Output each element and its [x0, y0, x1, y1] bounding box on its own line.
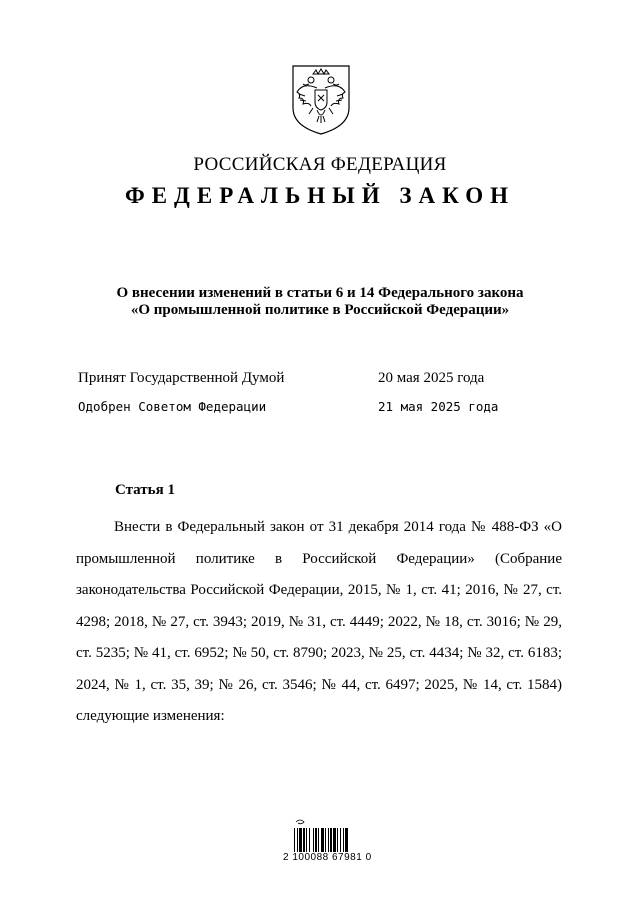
country-name: РОССИЙСКАЯ ФЕДЕРАЦИЯ	[193, 154, 447, 175]
law-title-line-2: «О промышленной политике в Российской Федерации»	[130, 302, 510, 318]
article-heading: Статья 1	[115, 482, 175, 498]
coat-of-arms-icon	[289, 64, 353, 136]
adopted-by-duma-date: 20 мая 2025 года	[378, 370, 485, 386]
law-title	[0, 285, 640, 319]
document-type: ФЕДЕРАЛЬНЫЙ ЗАКОН	[124, 183, 516, 208]
barcode-icon	[294, 818, 372, 852]
article-body-text: Внести в Федеральный закон от 31 декабря 2014 года № 488-ФЗ «О промышленной политике в Российской Федерации» (Собрание законодательства Российской Федерации, 2015, № 1, ст. 41; 2016, № 27, ст. 4298; 2018, № 27, ст. 3943; 2019, № 31, ст. 4449; 2022, № 18, ст. 3016; № 29, ст. 5235; № 41, ст. 6952; № 50, ст. 8790; 2023, № 25, ст. 4434; № 32, ст. 6183; 2024, № 1, ст. 35, 39; № 26, ст. 3546; № 44, ст. 6497; 2025, № 14, ст. 1584) следующие изменения:	[76, 519, 562, 724]
approved-by-council-date: 21 мая 2025 года	[378, 399, 499, 414]
barcode-number: 2 100088 67981 0	[283, 852, 372, 863]
approved-by-council-label: Одобрен Советом Федерации	[78, 399, 267, 414]
adopted-by-duma-label: Принят Государственной Думой	[78, 370, 285, 386]
law-title-line-1: О внесении изменений в статьи 6 и 14 Федерального закона	[116, 285, 524, 301]
